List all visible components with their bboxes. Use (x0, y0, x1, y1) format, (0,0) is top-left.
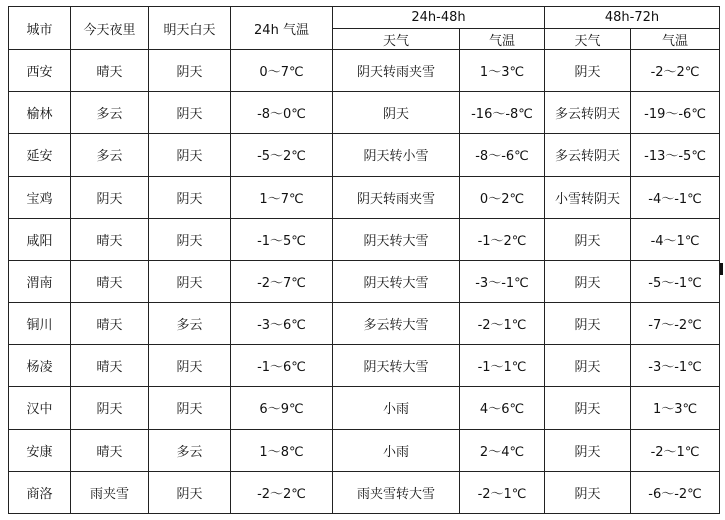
cell-temp-72h: -4～1℃ (631, 218, 720, 260)
cell-tonight-weather: 晴天 (71, 303, 149, 345)
cell-weather-72h: 多云转阴天 (545, 134, 631, 176)
header-weather-72h: 天气 (545, 29, 631, 50)
cell-temp-24h: 1～7℃ (231, 176, 333, 218)
cell-weather-72h: 小雪转阴天 (545, 176, 631, 218)
cell-temp-48h: -1～1℃ (460, 345, 545, 387)
cell-temp-72h: -5～-1℃ (631, 260, 720, 302)
cell-weather-48h: 小雨 (333, 387, 460, 429)
cell-day-weather: 阴天 (149, 134, 231, 176)
cell-temp-24h: -2～7℃ (231, 260, 333, 302)
cell-weather-72h: 阴天 (545, 260, 631, 302)
cell-temp-72h: -7～-2℃ (631, 303, 720, 345)
cell-day-weather: 阴天 (149, 345, 231, 387)
table-row (9, 92, 720, 134)
cell-weather-72h: 阴天 (545, 218, 631, 260)
table-row (9, 260, 720, 302)
cell-temp-48h: -1～2℃ (460, 218, 545, 260)
cell-temp-48h: -2～1℃ (460, 471, 545, 513)
cell-day-weather: 多云 (149, 429, 231, 471)
header-temp-72h: 气温 (631, 29, 720, 50)
cell-day-weather: 阴天 (149, 50, 231, 92)
cell-weather-48h: 阴天转小雪 (333, 134, 460, 176)
table-body (9, 50, 720, 514)
cell-weather-72h: 阴天 (545, 303, 631, 345)
cell-tonight-weather: 晴天 (71, 260, 149, 302)
cell-weather-48h: 阴天 (333, 92, 460, 134)
header-row-primary (9, 7, 720, 29)
cell-temp-48h: -16～-8℃ (460, 92, 545, 134)
cell-temp-72h: -3～-1℃ (631, 345, 720, 387)
cell-weather-48h: 多云转大雪 (333, 303, 460, 345)
cell-day-weather: 阴天 (149, 92, 231, 134)
cell-temp-24h: 1～8℃ (231, 429, 333, 471)
table-row (9, 345, 720, 387)
cell-temp-24h: -2～2℃ (231, 471, 333, 513)
table-row (9, 387, 720, 429)
cell-weather-48h: 雨夹雪转大雪 (333, 471, 460, 513)
cell-city: 杨凌 (9, 345, 71, 387)
cell-temp-24h: 0～7℃ (231, 50, 333, 92)
cell-city: 铜川 (9, 303, 71, 345)
cell-temp-48h: 1～3℃ (460, 50, 545, 92)
cell-city: 咸阳 (9, 218, 71, 260)
cell-weather-48h: 阴天转大雪 (333, 218, 460, 260)
cell-temp-24h: -5～2℃ (231, 134, 333, 176)
cell-temp-72h: -2～2℃ (631, 50, 720, 92)
cell-temp-72h: 1～3℃ (631, 387, 720, 429)
cell-temp-72h: -6～-2℃ (631, 471, 720, 513)
cell-weather-48h: 阴天转大雪 (333, 345, 460, 387)
scrollbar-marker[interactable] (720, 263, 723, 275)
cell-temp-48h: -2～1℃ (460, 303, 545, 345)
table-row (9, 303, 720, 345)
header-group-24-48h: 24h-48h (333, 7, 545, 29)
cell-tonight-weather: 晴天 (71, 218, 149, 260)
cell-temp-72h: -13～-5℃ (631, 134, 720, 176)
cell-temp-72h: -19～-6℃ (631, 92, 720, 134)
cell-tonight-weather: 晴天 (71, 345, 149, 387)
cell-weather-72h: 阴天 (545, 471, 631, 513)
cell-day-weather: 阴天 (149, 218, 231, 260)
table-row (9, 471, 720, 513)
cell-temp-48h: -8～-6℃ (460, 134, 545, 176)
cell-city: 渭南 (9, 260, 71, 302)
cell-day-weather: 阴天 (149, 176, 231, 218)
table-row (9, 134, 720, 176)
cell-city: 汉中 (9, 387, 71, 429)
header-temp-24h: 24h 气温 (231, 7, 333, 50)
cell-temp-72h: -4～-1℃ (631, 176, 720, 218)
header-tonight: 今天夜里 (71, 7, 149, 50)
cell-weather-48h: 阴天转雨夹雪 (333, 176, 460, 218)
cell-tonight-weather: 晴天 (71, 50, 149, 92)
table-row (9, 218, 720, 260)
cell-tonight-weather: 阴天 (71, 387, 149, 429)
table-row (9, 50, 720, 92)
cell-temp-48h: 4～6℃ (460, 387, 545, 429)
header-group-48-72h: 48h-72h (545, 7, 720, 29)
weather-forecast-table (8, 6, 720, 514)
header-tomorrow-day: 明天白天 (149, 7, 231, 50)
table-row (9, 429, 720, 471)
cell-weather-48h: 阴天转大雪 (333, 260, 460, 302)
cell-temp-24h: 6～9℃ (231, 387, 333, 429)
cell-weather-48h: 阴天转雨夹雪 (333, 50, 460, 92)
cell-tonight-weather: 阴天 (71, 176, 149, 218)
cell-city: 宝鸡 (9, 176, 71, 218)
cell-weather-48h: 小雨 (333, 429, 460, 471)
cell-temp-48h: -3～-1℃ (460, 260, 545, 302)
cell-temp-48h: 2～4℃ (460, 429, 545, 471)
cell-day-weather: 阴天 (149, 260, 231, 302)
cell-tonight-weather: 多云 (71, 92, 149, 134)
header-city: 城市 (9, 7, 71, 50)
cell-city: 安康 (9, 429, 71, 471)
cell-day-weather: 阴天 (149, 387, 231, 429)
cell-day-weather: 多云 (149, 303, 231, 345)
cell-temp-72h: -2～1℃ (631, 429, 720, 471)
cell-tonight-weather: 雨夹雪 (71, 471, 149, 513)
cell-weather-72h: 阴天 (545, 429, 631, 471)
cell-tonight-weather: 晴天 (71, 429, 149, 471)
cell-weather-72h: 阴天 (545, 50, 631, 92)
cell-city: 西安 (9, 50, 71, 92)
cell-city: 延安 (9, 134, 71, 176)
cell-weather-72h: 多云转阴天 (545, 92, 631, 134)
cell-tonight-weather: 多云 (71, 134, 149, 176)
cell-temp-24h: -1～6℃ (231, 345, 333, 387)
cell-weather-72h: 阴天 (545, 345, 631, 387)
cell-city: 商洛 (9, 471, 71, 513)
table-row (9, 176, 720, 218)
cell-temp-24h: -8～0℃ (231, 92, 333, 134)
cell-temp-48h: 0～2℃ (460, 176, 545, 218)
cell-day-weather: 阴天 (149, 471, 231, 513)
cell-temp-24h: -1～5℃ (231, 218, 333, 260)
header-temp-48h: 气温 (460, 29, 545, 50)
cell-weather-72h: 阴天 (545, 387, 631, 429)
cell-city: 榆林 (9, 92, 71, 134)
cell-temp-24h: -3～6℃ (231, 303, 333, 345)
header-weather-48h: 天气 (333, 29, 460, 50)
